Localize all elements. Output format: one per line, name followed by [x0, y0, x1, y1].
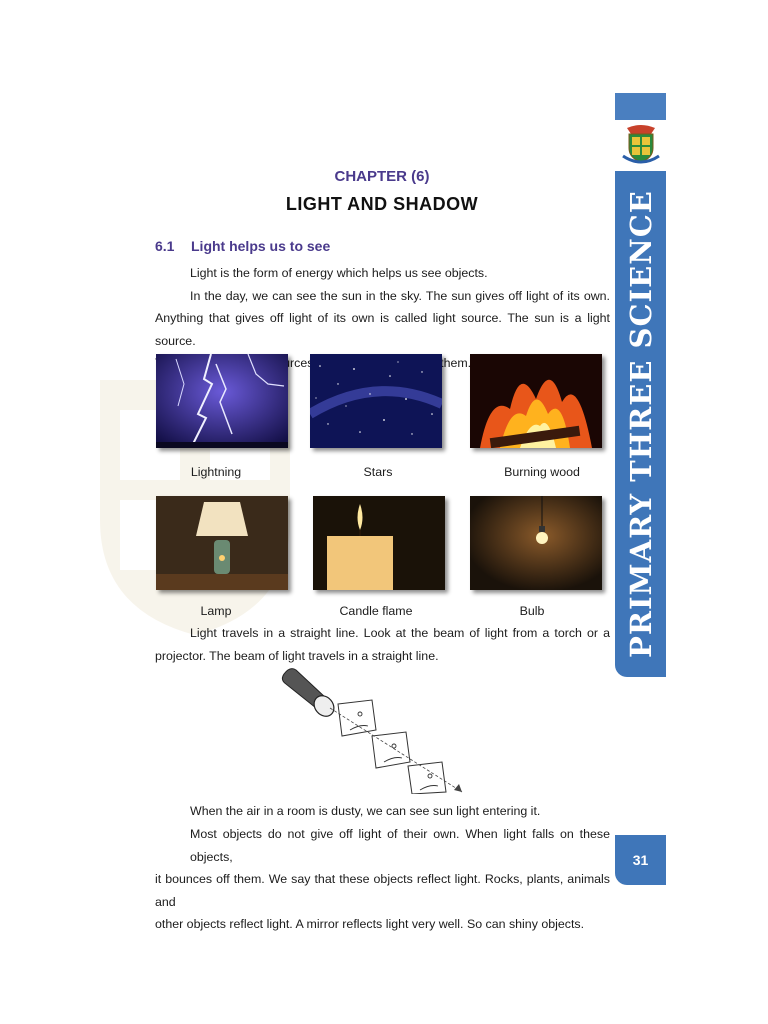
paragraph-dusty-air	[155, 800, 610, 823]
caption-bulb: Bulb	[519, 604, 545, 618]
paragraph-reflection	[155, 823, 610, 936]
paragraph-straight-line	[155, 622, 610, 667]
paragraph-line: Light travels in a straight line. Look at the beam of light from a torch or a	[190, 626, 610, 640]
side-band-top	[615, 93, 666, 120]
section-title: Light helps us to see	[191, 238, 331, 254]
torch-icon	[282, 669, 338, 721]
side-band	[615, 171, 666, 677]
page-number: 31	[615, 835, 666, 885]
school-crest-icon	[621, 122, 661, 166]
torch-beam-diagram	[280, 664, 480, 794]
stars-photo	[310, 354, 442, 448]
bulb-photo	[470, 496, 602, 590]
caption-lightning: Lightning	[190, 465, 242, 479]
paragraph-line: sources them.	[270, 356, 472, 370]
chapter-title: LIGHT AND SHADOW	[285, 194, 479, 214]
side-band-title: PRIMARY THREE SCIENCE	[623, 190, 658, 658]
caption-candle-flame: Candle flame	[339, 604, 413, 618]
chapter-label: CHAPTER (6)	[334, 168, 430, 185]
section-heading	[155, 238, 330, 254]
paragraph-line: Most objects do not give off light of their own. When light falls on these objects,	[190, 827, 610, 864]
burning-wood-photo	[470, 354, 602, 448]
paragraph-line: it bounces off them. We say that these objects reflect light. Rocks, plants, animals and	[155, 872, 610, 909]
paragraph-line: Anything that gives off light of its own is called light source. The sun is a light source.	[155, 311, 610, 348]
caption-lamp: Lamp	[200, 604, 232, 618]
paragraph-line: other objects reflect light. A mirror reflects light very well. So can shiny objects.	[155, 917, 585, 931]
candle-flame-photo	[313, 496, 445, 590]
caption-burning-wood: Burning wood	[504, 465, 580, 479]
paragraph-line: In the day, we can see the sun in the sky. The sun gives off light of its own.	[190, 288, 610, 303]
paragraph-line: projector. The beam of light travels in a straight line.	[155, 648, 439, 663]
paragraph-line: Light is the form of energy which helps us see objects.	[190, 266, 488, 280]
paragraph-line: When the air in a room is dusty, we can see sun light entering it.	[190, 804, 541, 818]
lamp-photo	[156, 496, 288, 590]
lightning-photo	[156, 354, 288, 448]
caption-stars: Stars	[363, 465, 393, 479]
section-number: 6.1	[155, 238, 175, 254]
